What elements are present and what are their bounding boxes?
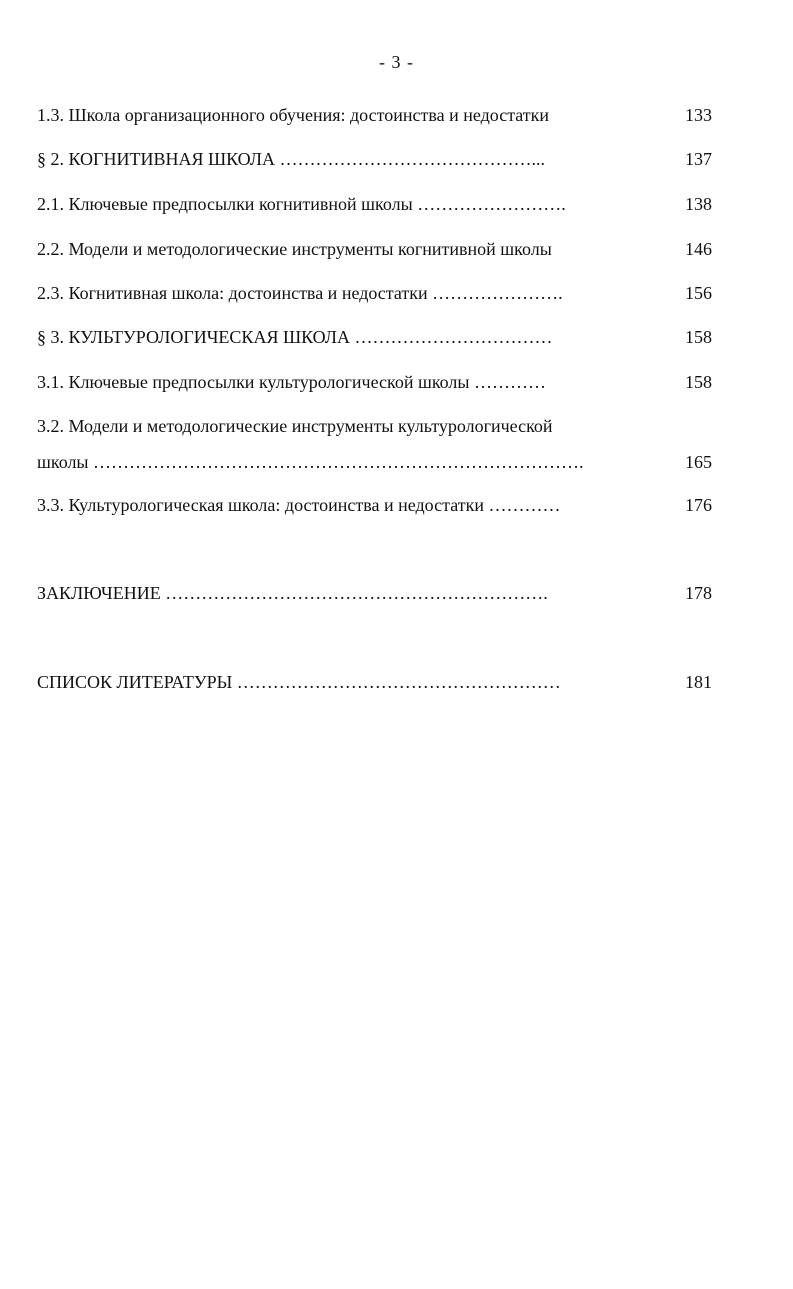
toc-section: [37, 147, 712, 171]
toc-entry-title: 2.2. Модели и методологические инструменты когнитивной школы: [37, 239, 552, 259]
toc-entry: [37, 370, 712, 394]
toc-entry: [37, 281, 712, 305]
toc-entry: [37, 237, 712, 261]
toc-entry-page: 133: [685, 105, 712, 125]
toc-entry-title: § 3. КУЛЬТУРОЛОГИЧЕСКАЯ ШКОЛА ……………………………: [37, 327, 553, 347]
toc-entry-title: 1.3. Школа организационного обучения: достоинства и недостатки: [37, 105, 550, 125]
toc-entry-title: СПИСОК ЛИТЕРАТУРЫ ………………………………………………: [37, 672, 561, 692]
toc-entry: [37, 103, 712, 127]
toc-entry-title: 3.2. Модели и методологические инструменты культурологической: [37, 416, 553, 436]
toc-entry-page: 181: [685, 672, 712, 692]
toc-section: [37, 670, 712, 694]
toc-entry-page: 176: [685, 495, 712, 515]
toc-entry-title: 3.1. Ключевые предпосылки культурологической школы …………: [37, 372, 547, 392]
toc-entry-page: 156: [685, 283, 712, 303]
page-number: - 3 -: [379, 52, 414, 72]
toc-entry-page: 158: [685, 327, 712, 347]
toc-entry: [37, 493, 712, 517]
toc-entry-multiline: [37, 414, 712, 472]
toc-entry-title: ЗАКЛЮЧЕНИЕ ……………………………………………………….: [37, 583, 548, 603]
toc-entry-page: 138: [685, 194, 712, 214]
toc-entry-title: 2.1. Ключевые предпосылки когнитивной школы …………………….: [37, 194, 566, 214]
toc-entry-page: 146: [685, 239, 712, 259]
toc-entry: [37, 192, 712, 216]
toc-entry-page: 165: [685, 452, 712, 472]
toc-entry-title: 2.3. Когнитивная школа: достоинства и недостатки ………………….: [37, 283, 563, 303]
toc-entry-title-continued: школы ……………………………………………………………………….: [37, 452, 584, 472]
toc-entry-title: 3.3. Культурологическая школа: достоинства и недостатки …………: [37, 495, 561, 515]
toc-entry-page: 137: [685, 149, 712, 169]
toc-entry-page: 158: [685, 372, 712, 392]
toc-entry-title: § 2. КОГНИТИВНАЯ ШКОЛА ……………………………………...: [37, 149, 545, 169]
toc-entry-page: 178: [685, 583, 712, 603]
toc-section: [37, 581, 712, 605]
toc-section: [37, 325, 712, 349]
